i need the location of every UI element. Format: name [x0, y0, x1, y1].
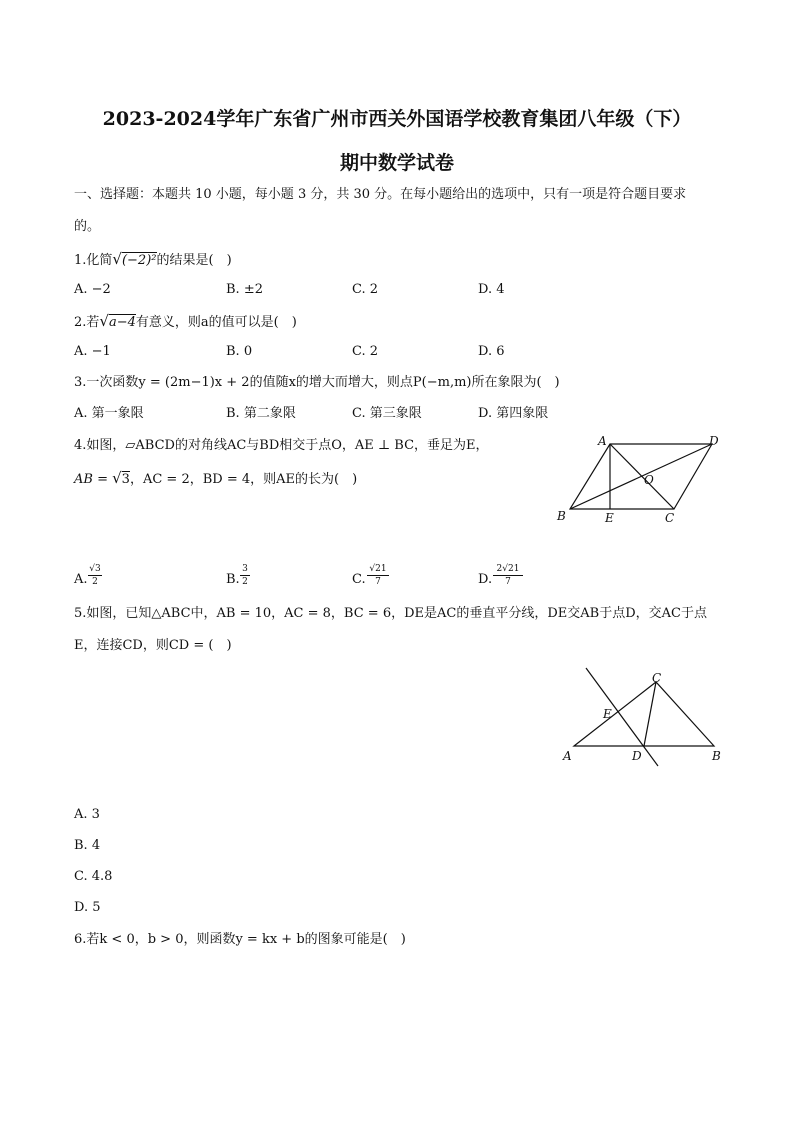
- diagonal-bd: [570, 444, 712, 509]
- question-4-line2: [74, 470, 357, 488]
- figure5-label-a: A: [563, 749, 572, 763]
- figure5-label-e: E: [603, 707, 612, 721]
- question-4-option-b-fraction: [240, 564, 250, 587]
- segment-cd: [644, 682, 656, 746]
- sqrt-symbol-icon: √: [99, 312, 109, 330]
- fraction-numerator: √3: [89, 564, 101, 574]
- question-4-option-d-label[interactable]: D.: [478, 572, 493, 587]
- question-3-option-d[interactable]: D. 第四象限: [478, 406, 549, 421]
- fraction-denominator: 7: [375, 577, 381, 587]
- question-5-option-b[interactable]: B. 4: [74, 838, 101, 853]
- question-2-option-d[interactable]: D. 6: [478, 344, 505, 359]
- sqrt-symbol-icon: √: [112, 250, 122, 268]
- question-4-option-b-label[interactable]: B.: [226, 572, 240, 587]
- question-3-option-a[interactable]: A. 第一象限: [74, 406, 144, 421]
- figure4-label-c: C: [665, 511, 675, 525]
- figure4-label-b: B: [557, 509, 566, 523]
- parallelogram-figure: [552, 432, 732, 532]
- question-1-option-c[interactable]: C. 2: [352, 282, 379, 297]
- question-6-stem: 6.若k < 0，b > 0，则函数y = kx + b的图象可能是( ): [74, 932, 406, 947]
- question-3-option-c[interactable]: C. 第三象限: [352, 406, 422, 421]
- question-4-line2-rest: ，AC = 2，BD = 4，则AE的长为( ): [129, 472, 358, 487]
- question-5-option-d[interactable]: D. 5: [74, 900, 101, 915]
- question-1-suffix: 的结果是( ): [156, 253, 232, 268]
- fraction-denominator: 7: [505, 577, 511, 587]
- question-5-option-c[interactable]: C. 4.8: [74, 869, 113, 884]
- question-4-line1: 4.如图，▱ABCD的对角线AC与BD相交于点O，AE ⊥ BC，垂足为E，: [74, 438, 489, 453]
- question-4-option-d-fraction: [493, 564, 523, 587]
- question-5-line1: 5.如图，已知△ABC中，AB = 10，AC = 8，BC = 6，DE是AC的垂直平分线，DE交AB于点D，交AC于点: [74, 606, 707, 621]
- fraction-numerator: √21: [369, 564, 387, 574]
- question-1-option-a[interactable]: A. −2: [74, 282, 111, 297]
- question-4-option-a-label[interactable]: A.: [74, 572, 88, 587]
- figure4-label-e: E: [605, 511, 614, 525]
- triangle-abc: [574, 682, 714, 746]
- question-4-option-c-fraction: [367, 564, 389, 587]
- exam-title-line2: 期中数学试卷: [339, 152, 454, 174]
- question-2-option-b[interactable]: B. 0: [226, 344, 253, 359]
- question-2-radicand: a−4: [108, 315, 136, 330]
- question-2-option-a[interactable]: A. −1: [74, 344, 111, 359]
- question-1-radicand: (−2)²: [121, 253, 157, 268]
- question-4-ab-radicand: 3: [121, 472, 130, 487]
- question-5-line2: E，连接CD，则CD = ( ): [74, 638, 232, 653]
- question-5-option-a[interactable]: A. 3: [74, 807, 100, 822]
- question-1-stem: [74, 251, 232, 269]
- question-2-option-c[interactable]: C. 2: [352, 344, 379, 359]
- fraction-numerator: 2√21: [496, 564, 520, 574]
- figure4-label-d: D: [709, 434, 719, 448]
- sqrt-symbol-icon: √: [112, 469, 122, 487]
- figure5-label-b: B: [712, 749, 721, 763]
- question-3-stem: 3.一次函数y = (2m−1)x + 2的值随x的增大而增大，则点P(−m,m)所在象限为( ): [74, 375, 560, 390]
- question-1-option-d[interactable]: D. 4: [478, 282, 505, 297]
- exam-title-line1: 2023-2024学年广东省广州市西关外国语学校教育集团八年级（下）: [102, 108, 692, 130]
- question-4-ab-label: AB =: [74, 472, 113, 487]
- fraction-numerator: 3: [242, 564, 248, 574]
- fraction-denominator: 2: [242, 577, 248, 587]
- figure4-label-a: A: [598, 434, 607, 448]
- question-2-stem: [74, 313, 297, 331]
- figure4-label-o: O: [644, 473, 654, 487]
- fraction-denominator: 2: [92, 577, 98, 587]
- figure5-label-c: C: [652, 671, 662, 685]
- section-header-line2: 的。: [74, 219, 101, 234]
- perpendicular-bisector-de: [586, 668, 658, 766]
- question-2-prefix: 2.若: [74, 315, 100, 330]
- question-2-suffix: 有意义，则a的值可以是( ): [135, 315, 297, 330]
- question-1-prefix: 1.化简: [74, 253, 113, 268]
- question-3-option-b[interactable]: B. 第二象限: [226, 406, 296, 421]
- triangle-figure: [556, 666, 736, 776]
- question-4-option-c-label[interactable]: C.: [352, 572, 366, 587]
- section-header-line1: 一、选择题：本题共 10 小题，每小题 3 分，共 30 分。在每小题给出的选项中，只有一项是符合题目要求: [74, 187, 687, 202]
- question-4-option-a-fraction: [88, 564, 102, 587]
- question-1-option-b[interactable]: B. ±2: [226, 282, 263, 297]
- figure5-label-d: D: [632, 749, 642, 763]
